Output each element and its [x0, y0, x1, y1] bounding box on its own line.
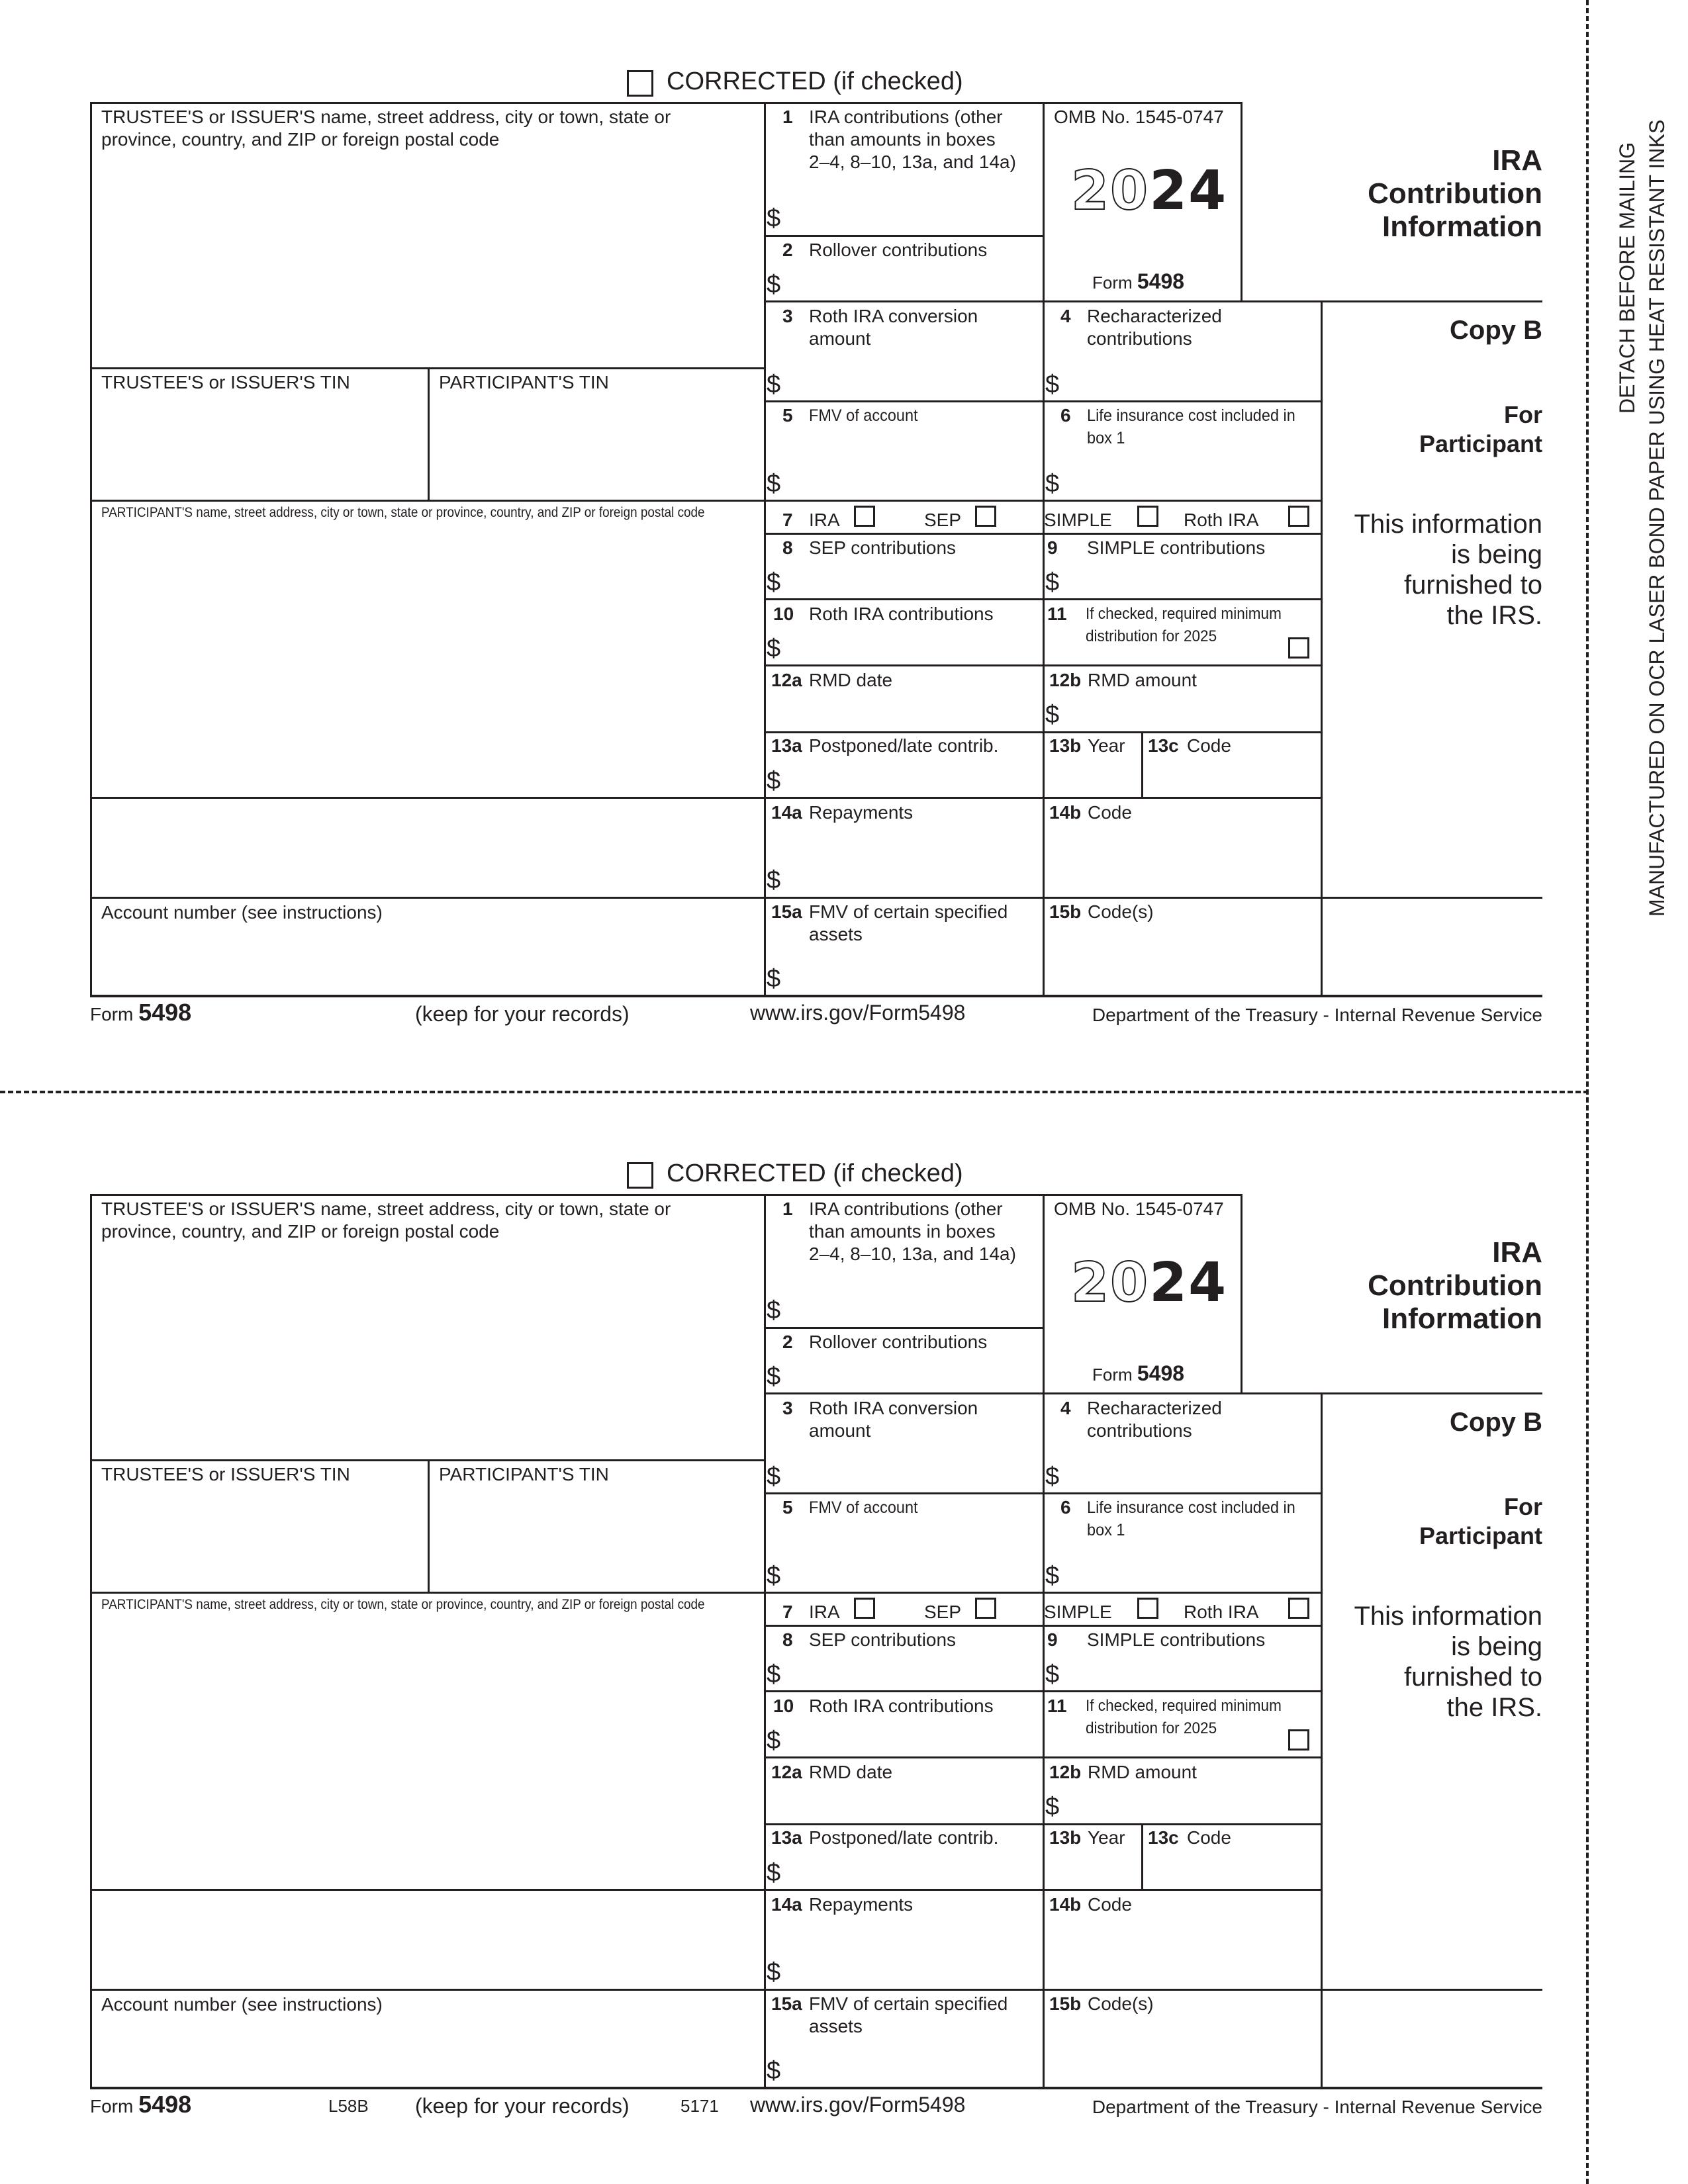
footer-keep: (keep for your records)	[415, 2094, 630, 2118]
box14a-number: 14a	[771, 1894, 802, 1915]
box9-label: SIMPLE contributions	[1087, 537, 1266, 558]
box6-dollar: $	[1045, 1562, 1060, 1590]
box6-number: 6	[1060, 405, 1071, 426]
footer-dept: Department of the Treasury - Internal Revenue Service	[1092, 1005, 1542, 1025]
for-participant: For Participant	[1419, 401, 1542, 457]
left-divider-account	[90, 1989, 765, 1991]
left-border	[90, 102, 92, 996]
box10-number: 10	[773, 604, 794, 624]
box2-number: 2	[782, 1332, 793, 1352]
box3-dollar: $	[767, 371, 781, 398]
corrected-checkbox[interactable]	[627, 1162, 653, 1189]
box14-bottom	[764, 897, 1542, 899]
box1011-bottom	[764, 1756, 1322, 1758]
box12a-number: 12a	[771, 1762, 802, 1782]
tax-year-decade: 24	[1149, 159, 1228, 222]
box13c-label: Code	[1187, 735, 1231, 756]
box12b-number: 12b	[1049, 1762, 1082, 1782]
box7-bottom	[764, 533, 1322, 535]
box14b-label: Code	[1088, 1894, 1132, 1915]
box9-dollar: $	[1045, 569, 1060, 596]
form-id	[1092, 1360, 1184, 1388]
footer-form-word: Form	[90, 1004, 134, 1024]
box12b-dollar: $	[1045, 1793, 1060, 1821]
box3-number: 3	[782, 1398, 793, 1418]
box3-label: Roth IRA conversion amount	[809, 1398, 978, 1441]
box15b-number: 15b	[1049, 1993, 1082, 2014]
box14b-number: 14b	[1049, 802, 1082, 823]
box7-sep-checkbox[interactable]	[975, 506, 996, 527]
box34-bottom	[764, 1492, 1322, 1494]
box11-label: If checked, required minimum distribution for 2025	[1086, 1697, 1282, 1737]
box56-bottom	[764, 1592, 1322, 1594]
box1-bottom	[764, 1327, 1044, 1329]
box5-label: FMV of account	[809, 406, 918, 425]
trustee-tin-label: TRUSTEE'S or ISSUER'S TIN	[101, 1464, 350, 1484]
form-word: Form	[1092, 273, 1133, 293]
box13-bottom	[764, 797, 1322, 799]
footer-form-number: 5498	[138, 999, 192, 1026]
box7-roth-label: Roth IRA	[1184, 1602, 1259, 1622]
form-copy-top	[0, 0, 1562, 1092]
footer-cat: 5171	[680, 2096, 719, 2116]
bottom-border	[90, 995, 1542, 997]
box13c-number: 13c	[1148, 735, 1179, 756]
box15b-label: Code(s)	[1088, 1993, 1154, 2014]
participant-name-label: PARTICIPANT'S name, street address, city or town, state or province, country, and ZIP or foreign postal code	[101, 505, 705, 520]
detach-notice: DETACH BEFORE MAILING	[1615, 142, 1639, 414]
box4-number: 4	[1060, 1398, 1071, 1418]
box14a-dollar: $	[767, 866, 781, 894]
box13a-dollar: $	[767, 1859, 781, 1887]
box8-label: SEP contributions	[809, 537, 957, 558]
box6-label: Life insurance cost included in box 1	[1087, 1498, 1295, 1539]
box9-number: 9	[1047, 1629, 1058, 1650]
omb-number: OMB No. 1545-0747	[1054, 1199, 1224, 1219]
paper-notice: MANUFACTURED ON OCR LASER BOND PAPER USING HEAT RESISTANT INKS	[1645, 119, 1669, 917]
box4-dollar: $	[1045, 1463, 1060, 1490]
box2-bottom	[764, 1392, 1542, 1394]
box13a-dollar: $	[767, 767, 781, 795]
box2-dollar: $	[767, 1363, 781, 1390]
box1-label: IRA contributions (other than amounts in boxes 2–4, 8–10, 13a, and 14a)	[809, 107, 1016, 172]
box3-dollar: $	[767, 1463, 781, 1490]
box2-number: 2	[782, 240, 793, 260]
box5-dollar: $	[767, 470, 781, 498]
box12b-dollar: $	[1045, 701, 1060, 729]
participant-tin-label: PARTICIPANT'S TIN	[439, 372, 609, 392]
box1-number: 1	[782, 1199, 793, 1219]
box8-label: SEP contributions	[809, 1629, 957, 1650]
box1011-bottom	[764, 664, 1322, 666]
box13a-label: Postponed/late contrib.	[809, 1827, 999, 1848]
box5-number: 5	[782, 1497, 793, 1518]
box12b-number: 12b	[1049, 670, 1082, 690]
left-divider-participant	[90, 1592, 765, 1594]
box7-roth-label: Roth IRA	[1184, 510, 1259, 530]
box10-dollar: $	[767, 635, 781, 662]
box12-bottom	[764, 1823, 1322, 1825]
col-divider-3	[1321, 300, 1323, 996]
box5-number: 5	[782, 405, 793, 426]
box10-label: Roth IRA contributions	[809, 1696, 994, 1716]
box1-label: IRA contributions (other than amounts in boxes 2–4, 8–10, 13a, and 14a)	[809, 1199, 1016, 1264]
box3-label: Roth IRA conversion amount	[809, 306, 978, 349]
omb-right-border	[1241, 102, 1243, 302]
left-divider-lower	[90, 1889, 765, 1891]
box14b-label: Code	[1088, 802, 1132, 823]
box2-bottom	[764, 300, 1542, 302]
box11-number: 11	[1047, 604, 1067, 624]
footer-form-id	[90, 2088, 191, 2123]
box13b-label: Year	[1088, 1827, 1125, 1848]
info-notice: This information is being furnished to the IRS.	[1354, 510, 1542, 630]
tax-year-century: 20	[1071, 159, 1150, 222]
footer-keep: (keep for your records)	[415, 1002, 630, 1026]
box2-label: Rollover contributions	[809, 1332, 988, 1352]
footer-url[interactable]: www.irs.gov/Form5498	[750, 1001, 966, 1024]
box13c-number: 13c	[1148, 1827, 1179, 1848]
box7-sep-label: SEP	[924, 1602, 962, 1622]
footer-code: L58B	[328, 2096, 369, 2116]
for-participant: For Participant	[1419, 1493, 1542, 1549]
box13b-divider	[1141, 731, 1143, 798]
footer-form-word: Form	[90, 2096, 134, 2116]
box11-checkbox[interactable]	[1288, 637, 1309, 659]
box7-ira-checkbox[interactable]	[854, 506, 875, 527]
tin-divider	[428, 367, 430, 500]
box1-dollar: $	[767, 1297, 781, 1324]
omb-right-border	[1241, 1194, 1243, 1394]
footer-form-number: 5498	[138, 2091, 192, 2118]
box7-bottom	[764, 1625, 1322, 1627]
box6-dollar: $	[1045, 470, 1060, 498]
form-number: 5498	[1137, 1361, 1185, 1385]
account-label: Account number (see instructions)	[101, 902, 383, 923]
top-border	[90, 102, 1242, 104]
tax-year-century: 20	[1071, 1251, 1150, 1314]
box7-ira-checkbox[interactable]	[854, 1598, 875, 1619]
box4-label: Recharacterized contributions	[1087, 306, 1222, 349]
box15a-label: FMV of certain specified assets	[809, 901, 1008, 944]
footer-form-id	[90, 996, 191, 1031]
box13a-number: 13a	[771, 735, 802, 756]
box1-dollar: $	[767, 205, 781, 232]
omb-number: OMB No. 1545-0747	[1054, 107, 1224, 127]
box12a-label: RMD date	[809, 670, 893, 690]
box7-simple-checkbox[interactable]	[1137, 1598, 1158, 1619]
box14a-dollar: $	[767, 1958, 781, 1986]
box10-dollar: $	[767, 1727, 781, 1754]
box5-label: FMV of account	[809, 1498, 918, 1517]
box13b-divider	[1141, 1823, 1143, 1890]
box8-number: 8	[782, 1629, 793, 1650]
box34-bottom	[764, 400, 1322, 402]
box7-sep-checkbox[interactable]	[975, 1598, 996, 1619]
left-divider-account	[90, 897, 765, 899]
box12-bottom	[764, 731, 1322, 733]
box3-number: 3	[782, 306, 793, 326]
box15a-number: 15a	[771, 1993, 802, 2014]
box10-label: Roth IRA contributions	[809, 604, 994, 624]
account-label: Account number (see instructions)	[101, 1994, 383, 2015]
box15b-label: Code(s)	[1088, 901, 1154, 922]
box7-roth-checkbox[interactable]	[1288, 506, 1309, 527]
box13a-label: Postponed/late contrib.	[809, 735, 999, 756]
bottom-border	[90, 2087, 1542, 2089]
box13b-label: Year	[1088, 735, 1125, 756]
box4-number: 4	[1060, 306, 1071, 326]
box4-label: Recharacterized contributions	[1087, 1398, 1222, 1441]
box5-dollar: $	[767, 1562, 781, 1590]
box7-ira-label: IRA	[809, 1602, 840, 1622]
box14a-label: Repayments	[809, 1894, 914, 1915]
box12a-number: 12a	[771, 670, 802, 690]
info-notice: This information is being furnished to the IRS.	[1354, 1602, 1542, 1722]
box10-number: 10	[773, 1696, 794, 1716]
box15a-number: 15a	[771, 901, 802, 922]
box14b-number: 14b	[1049, 1894, 1082, 1915]
form-title: IRA Contribution Information	[1368, 1236, 1542, 1335]
trustee-name-label: TRUSTEE'S or ISSUER'S name, street address, city or town, state or province, country, and ZIP or foreign postal code	[101, 1199, 671, 1242]
box56-bottom	[764, 500, 1322, 502]
box8-number: 8	[782, 537, 793, 558]
box2-label: Rollover contributions	[809, 240, 988, 260]
tax-year	[1071, 1253, 1227, 1328]
tin-divider	[428, 1459, 430, 1592]
box1-number: 1	[782, 107, 793, 127]
form-word: Form	[1092, 1365, 1133, 1385]
box12b-label: RMD amount	[1088, 670, 1197, 690]
box6-label: Life insurance cost included in box 1	[1087, 406, 1295, 447]
box9-label: SIMPLE contributions	[1087, 1629, 1266, 1650]
box13b-number: 13b	[1049, 1827, 1082, 1848]
box11-checkbox[interactable]	[1288, 1729, 1309, 1751]
box13-bottom	[764, 1889, 1322, 1891]
box14a-number: 14a	[771, 802, 802, 823]
box12a-label: RMD date	[809, 1762, 893, 1782]
box15a-label: FMV of certain specified assets	[809, 1993, 1008, 2036]
box14a-label: Repayments	[809, 802, 914, 823]
trustee-tin-label: TRUSTEE'S or ISSUER'S TIN	[101, 372, 350, 392]
box7-sep-label: SEP	[924, 510, 962, 530]
box15b-number: 15b	[1049, 901, 1082, 922]
box13b-number: 13b	[1049, 735, 1082, 756]
tax-year	[1071, 161, 1227, 236]
box15a-dollar: $	[767, 965, 781, 993]
box14-bottom	[764, 1989, 1542, 1991]
copy-label: Copy B	[1450, 316, 1542, 345]
box7-simple-checkbox[interactable]	[1137, 506, 1158, 527]
footer-url[interactable]: www.irs.gov/Form5498	[750, 2093, 966, 2116]
box8-dollar: $	[767, 1661, 781, 1688]
form-id	[1092, 268, 1184, 296]
left-divider-participant	[90, 500, 765, 502]
copy-label: Copy B	[1450, 1408, 1542, 1437]
box7-number: 7	[782, 1602, 793, 1622]
corrected-label: CORRECTED (if checked)	[667, 1160, 963, 1187]
box2-dollar: $	[767, 271, 781, 298]
box6-number: 6	[1060, 1497, 1071, 1518]
footer-dept: Department of the Treasury - Internal Revenue Service	[1092, 2097, 1542, 2117]
form-copy-bottom	[0, 1092, 1562, 2184]
box8-dollar: $	[767, 569, 781, 596]
top-border	[90, 1194, 1242, 1196]
corrected-checkbox[interactable]	[627, 70, 653, 97]
box4-dollar: $	[1045, 371, 1060, 398]
left-divider-lower	[90, 797, 765, 799]
participant-name-label: PARTICIPANT'S name, street address, city or town, state or province, country, and ZIP or foreign postal code	[101, 1597, 705, 1612]
col-divider-3	[1321, 1392, 1323, 2088]
box7-simple-label: SIMPLE	[1044, 1602, 1112, 1622]
trustee-name-label: TRUSTEE'S or ISSUER'S name, street address, city or town, state or province, country, and ZIP or foreign postal code	[101, 107, 671, 150]
box11-label: If checked, required minimum distribution for 2025	[1086, 605, 1282, 645]
box11-number: 11	[1047, 1696, 1067, 1716]
box9-dollar: $	[1045, 1661, 1060, 1688]
box7-simple-label: SIMPLE	[1044, 510, 1112, 530]
box89-bottom	[764, 1690, 1322, 1692]
form-number: 5498	[1137, 269, 1185, 293]
corrected-label: CORRECTED (if checked)	[667, 68, 963, 95]
box9-number: 9	[1047, 537, 1058, 558]
box7-roth-checkbox[interactable]	[1288, 1598, 1309, 1619]
box12b-label: RMD amount	[1088, 1762, 1197, 1782]
box89-bottom	[764, 598, 1322, 600]
tax-year-decade: 24	[1149, 1251, 1228, 1314]
box15a-dollar: $	[767, 2057, 781, 2085]
box1-bottom	[764, 235, 1044, 237]
participant-tin-label: PARTICIPANT'S TIN	[439, 1464, 609, 1484]
box13c-label: Code	[1187, 1827, 1231, 1848]
form-title: IRA Contribution Information	[1368, 144, 1542, 243]
box13a-number: 13a	[771, 1827, 802, 1848]
box7-number: 7	[782, 510, 793, 530]
left-border	[90, 1194, 92, 2088]
box7-ira-label: IRA	[809, 510, 840, 530]
